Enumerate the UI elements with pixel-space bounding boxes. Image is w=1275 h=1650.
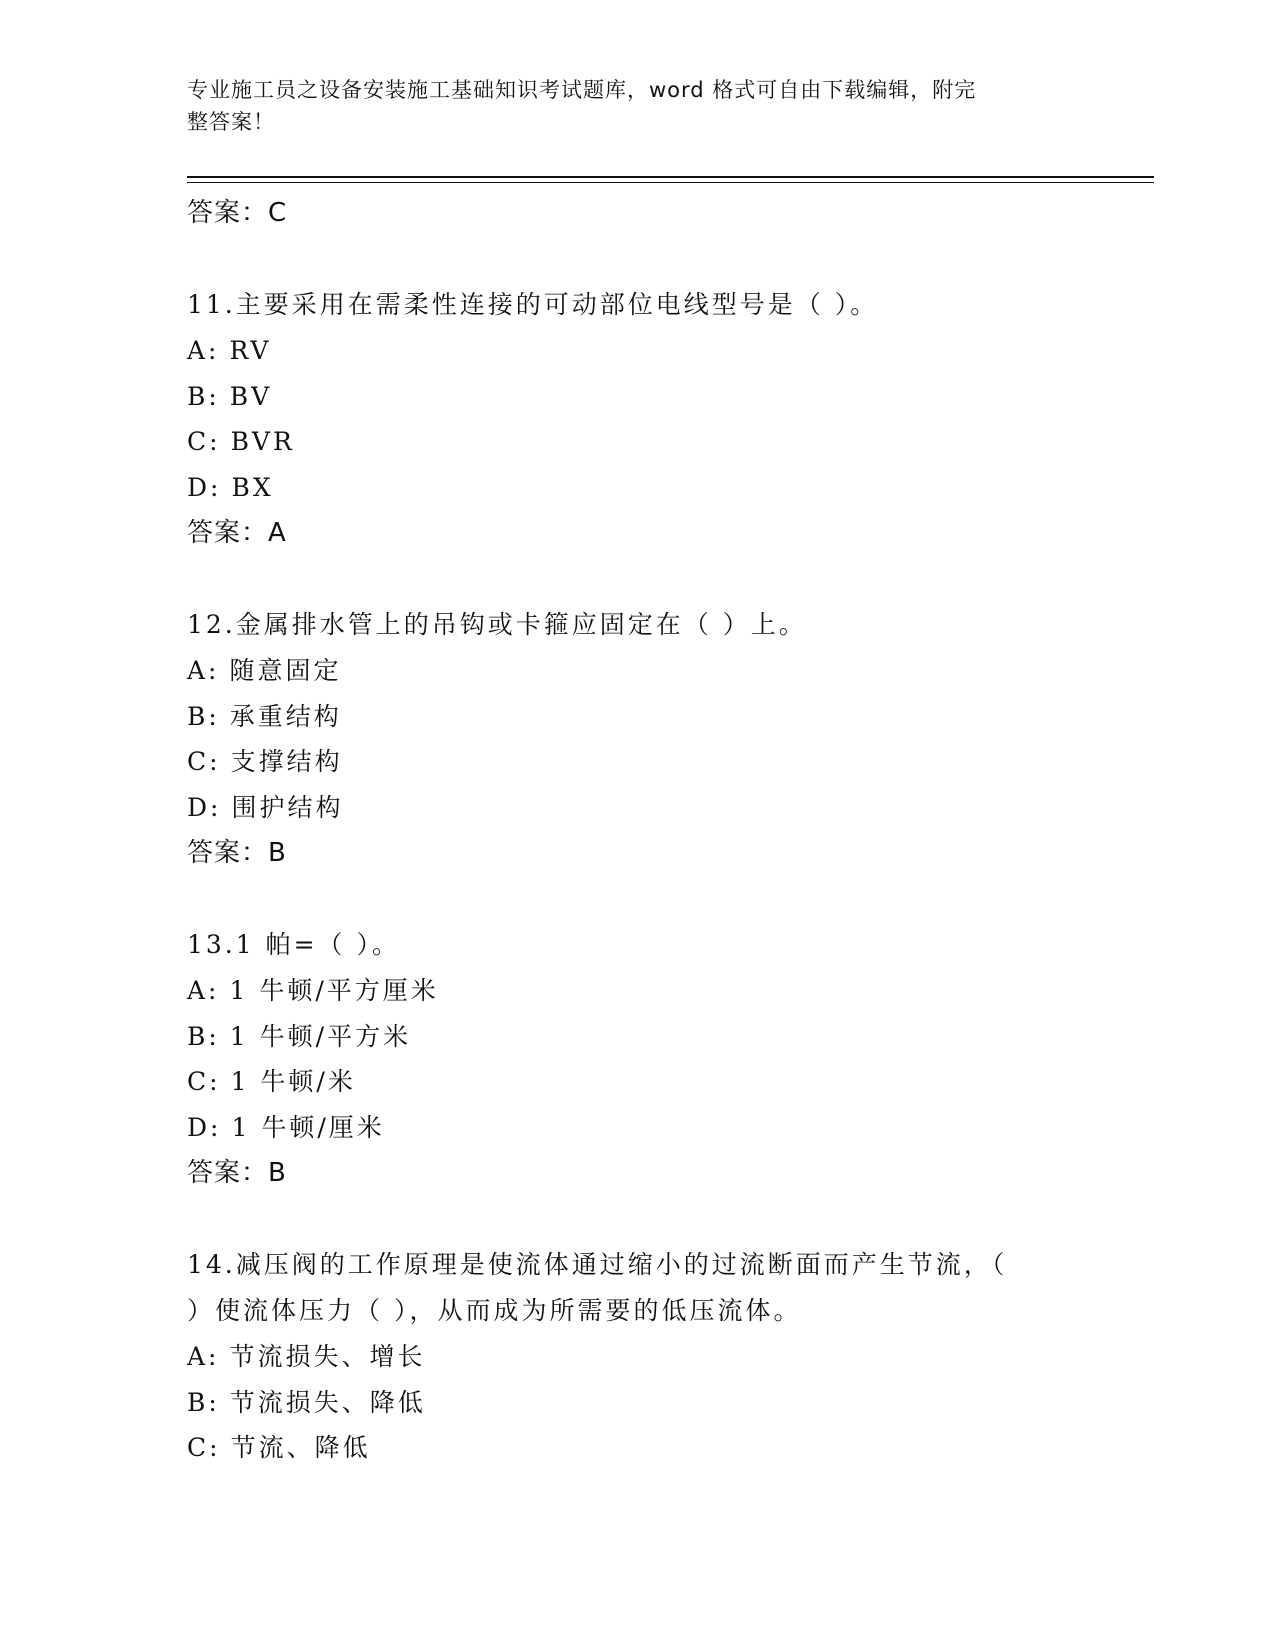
header-divider-thick xyxy=(187,176,1154,178)
option-c xyxy=(187,419,1087,465)
spacer xyxy=(187,876,1087,922)
question-12 xyxy=(187,602,1087,876)
option-d xyxy=(187,1105,1087,1151)
option-b xyxy=(187,374,1087,420)
question-13 xyxy=(187,922,1087,1196)
option-text: BVR xyxy=(230,427,295,456)
option-label: D: xyxy=(187,472,222,502)
option-text: 承重结构 xyxy=(229,701,342,731)
option-label: A: xyxy=(187,1342,220,1371)
option-label: D: xyxy=(187,792,222,822)
header-line-1: 专业施工员之设备安装施工基础知识考试题库，word 格式可自由下载编辑，附完 xyxy=(187,78,977,102)
question-14 xyxy=(187,1242,1087,1471)
option-text: 节流损失、增长 xyxy=(229,1342,426,1371)
option-text: 随意固定 xyxy=(229,656,342,685)
option-label: D: xyxy=(187,1112,222,1142)
option-c xyxy=(187,1425,1087,1471)
option-text: RV xyxy=(229,336,272,365)
question-stem: 11.主要采用在需柔性连接的可动部位电线型号是（ ）。 xyxy=(187,290,879,319)
option-label: B: xyxy=(187,1021,220,1051)
option-text: BX xyxy=(231,472,274,502)
option-label: A: xyxy=(187,336,220,365)
question-stem-line-2: ）使流体压力（ ），从而成为所需要的低压流体。 xyxy=(187,1296,802,1325)
option-text: 1 牛顿/米 xyxy=(230,1067,356,1096)
option-label: C: xyxy=(187,427,221,456)
document-header xyxy=(187,74,1067,138)
option-a xyxy=(187,968,1087,1014)
answer-previous: 答案：C xyxy=(187,198,288,228)
answer-q12: 答案：B xyxy=(187,838,287,868)
option-text: 支撑结构 xyxy=(230,747,343,776)
option-text: 1 牛顿/平方厘米 xyxy=(229,976,439,1005)
option-text: 围护结构 xyxy=(231,792,344,822)
option-text: BV xyxy=(229,381,273,411)
option-label: A: xyxy=(187,656,220,685)
option-a xyxy=(187,328,1087,374)
spacer xyxy=(187,236,1087,282)
option-b xyxy=(187,1380,1087,1426)
question-11 xyxy=(187,282,1087,556)
option-b xyxy=(187,694,1087,740)
header-divider-thin xyxy=(187,182,1154,183)
option-label: B: xyxy=(187,381,220,411)
option-label: C: xyxy=(187,1433,221,1462)
option-d xyxy=(187,465,1087,511)
option-label: C: xyxy=(187,1067,221,1096)
option-a xyxy=(187,648,1087,694)
option-d xyxy=(187,785,1087,831)
option-label: C: xyxy=(187,747,221,776)
question-stem: 12.金属排水管上的吊钩或卡箍应固定在（ ）上。 xyxy=(187,610,807,639)
question-list xyxy=(187,190,1087,1471)
option-label: B: xyxy=(187,701,220,731)
option-label: B: xyxy=(187,1387,220,1417)
spacer xyxy=(187,556,1087,602)
answer-q13: 答案：B xyxy=(187,1158,287,1188)
question-stem: 13.1 帕=（ ）。 xyxy=(187,930,401,959)
question-stem-line-1: 14.减压阀的工作原理是使流体通过缩小的过流断面而产生节流，（ xyxy=(187,1250,1008,1279)
option-b xyxy=(187,1014,1087,1060)
answer-q11: 答案：A xyxy=(187,518,287,548)
option-text: 1 牛顿/厘米 xyxy=(231,1112,385,1142)
option-a xyxy=(187,1334,1087,1380)
option-text: 节流、降低 xyxy=(230,1433,371,1462)
option-c xyxy=(187,739,1087,785)
header-line-2: 整答案！ xyxy=(187,110,275,134)
spacer xyxy=(187,1196,1087,1242)
option-text: 节流损失、降低 xyxy=(229,1387,426,1417)
option-text: 1 牛顿/平方米 xyxy=(229,1021,412,1051)
option-label: A: xyxy=(187,976,220,1005)
option-c xyxy=(187,1059,1087,1105)
